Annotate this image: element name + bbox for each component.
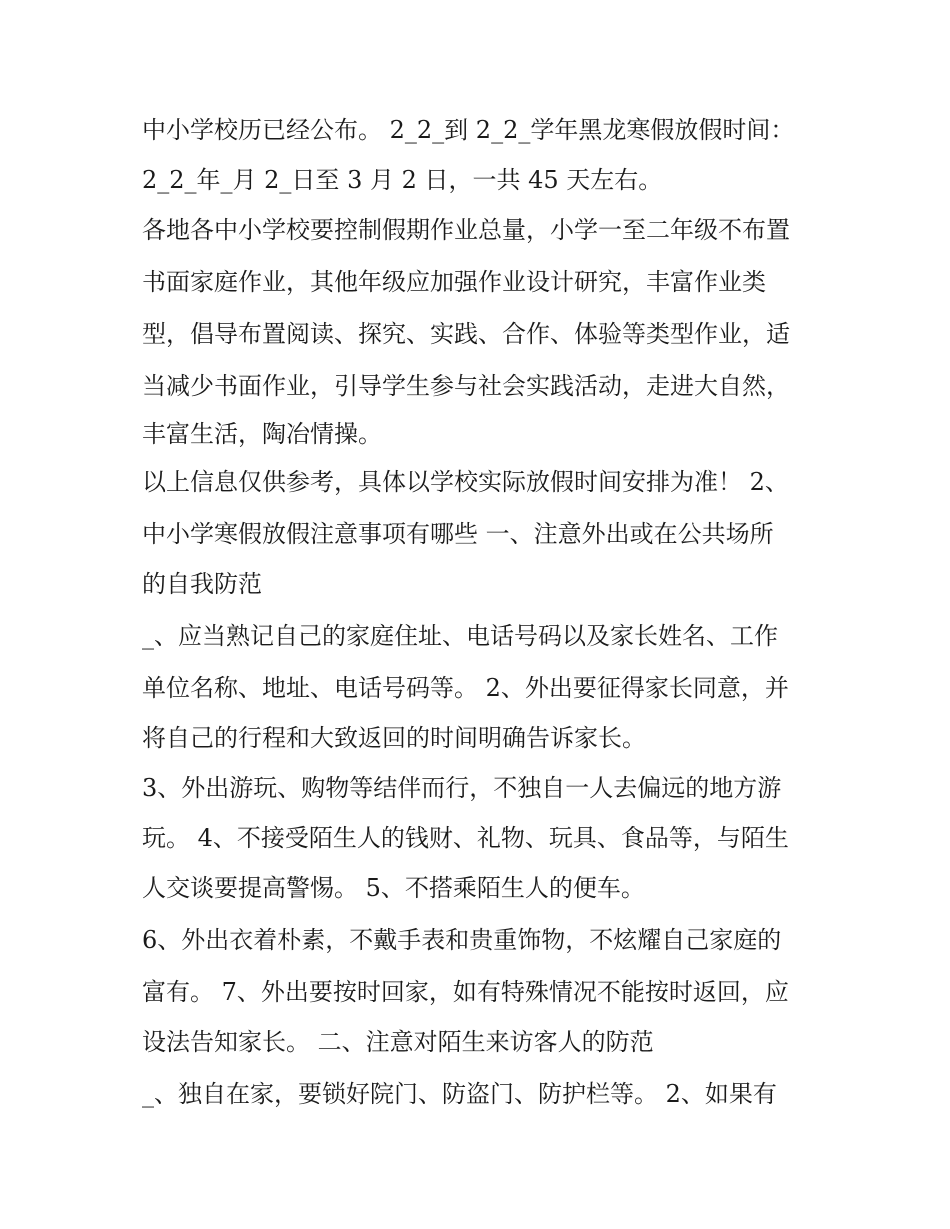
text-line: 当减少书面作业，引导学生参与社会实践活动，走进大自然，: [142, 372, 790, 400]
text-line: 中小学寒假放假注意事项有哪些 一、注意外出或在公共场所: [142, 520, 774, 548]
text-line: 单位名称、地址、电话号码等。 2、外出要征得家长同意，并: [142, 674, 789, 702]
text-line: 型，倡导布置阅读、探究、实践、合作、体验等类型作业，适: [142, 320, 790, 348]
text-line: 3、外出游玩、购物等结伴而行，不独自一人去偏远的地方游: [142, 774, 782, 802]
text-line: 富有。 7、外出要按时回家，如有特殊情况不能按时返回，应: [142, 978, 789, 1006]
text-line: 将自己的行程和大致返回的时间明确告诉家长。: [142, 724, 646, 752]
text-line: 玩。 4、不接受陌生人的钱财、礼物、玩具、食品等，与陌生: [142, 824, 789, 852]
text-line: _、独自在家，要锁好院门、防盗门、防护栏等。 2、如果有: [142, 1080, 777, 1108]
text-line: 各地各中小学校要控制假期作业总量，小学一至二年级不布置: [142, 216, 790, 244]
text-line: 书面家庭作业，其他年级应加强作业设计研究，丰富作业类: [142, 268, 766, 296]
text-line: 2_2_年_月 2_日至 3 月 2 日，一共 45 天左右。: [142, 166, 663, 194]
text-line: 设法告知家长。 二、注意对陌生来访客人的防范: [142, 1028, 654, 1056]
text-line: _、应当熟记自己的家庭住址、电话号码以及家长姓名、工作: [142, 622, 778, 650]
text-line: 以上信息仅供参考，具体以学校实际放假时间安排为准！ 2、: [142, 468, 789, 496]
text-line: 丰富生活，陶冶情操。: [142, 420, 382, 448]
text-line: 6、外出衣着朴素，不戴手表和贵重饰物，不炫耀自己家庭的: [142, 926, 782, 954]
text-line: 的自我防范: [142, 570, 262, 598]
text-line: 人交谈要提高警惕。 5、不搭乘陌生人的便车。: [142, 874, 645, 902]
text-line: 中小学校历已经公布。 2_2_到 2_2_学年黑龙寒假放假时间：: [142, 116, 795, 144]
